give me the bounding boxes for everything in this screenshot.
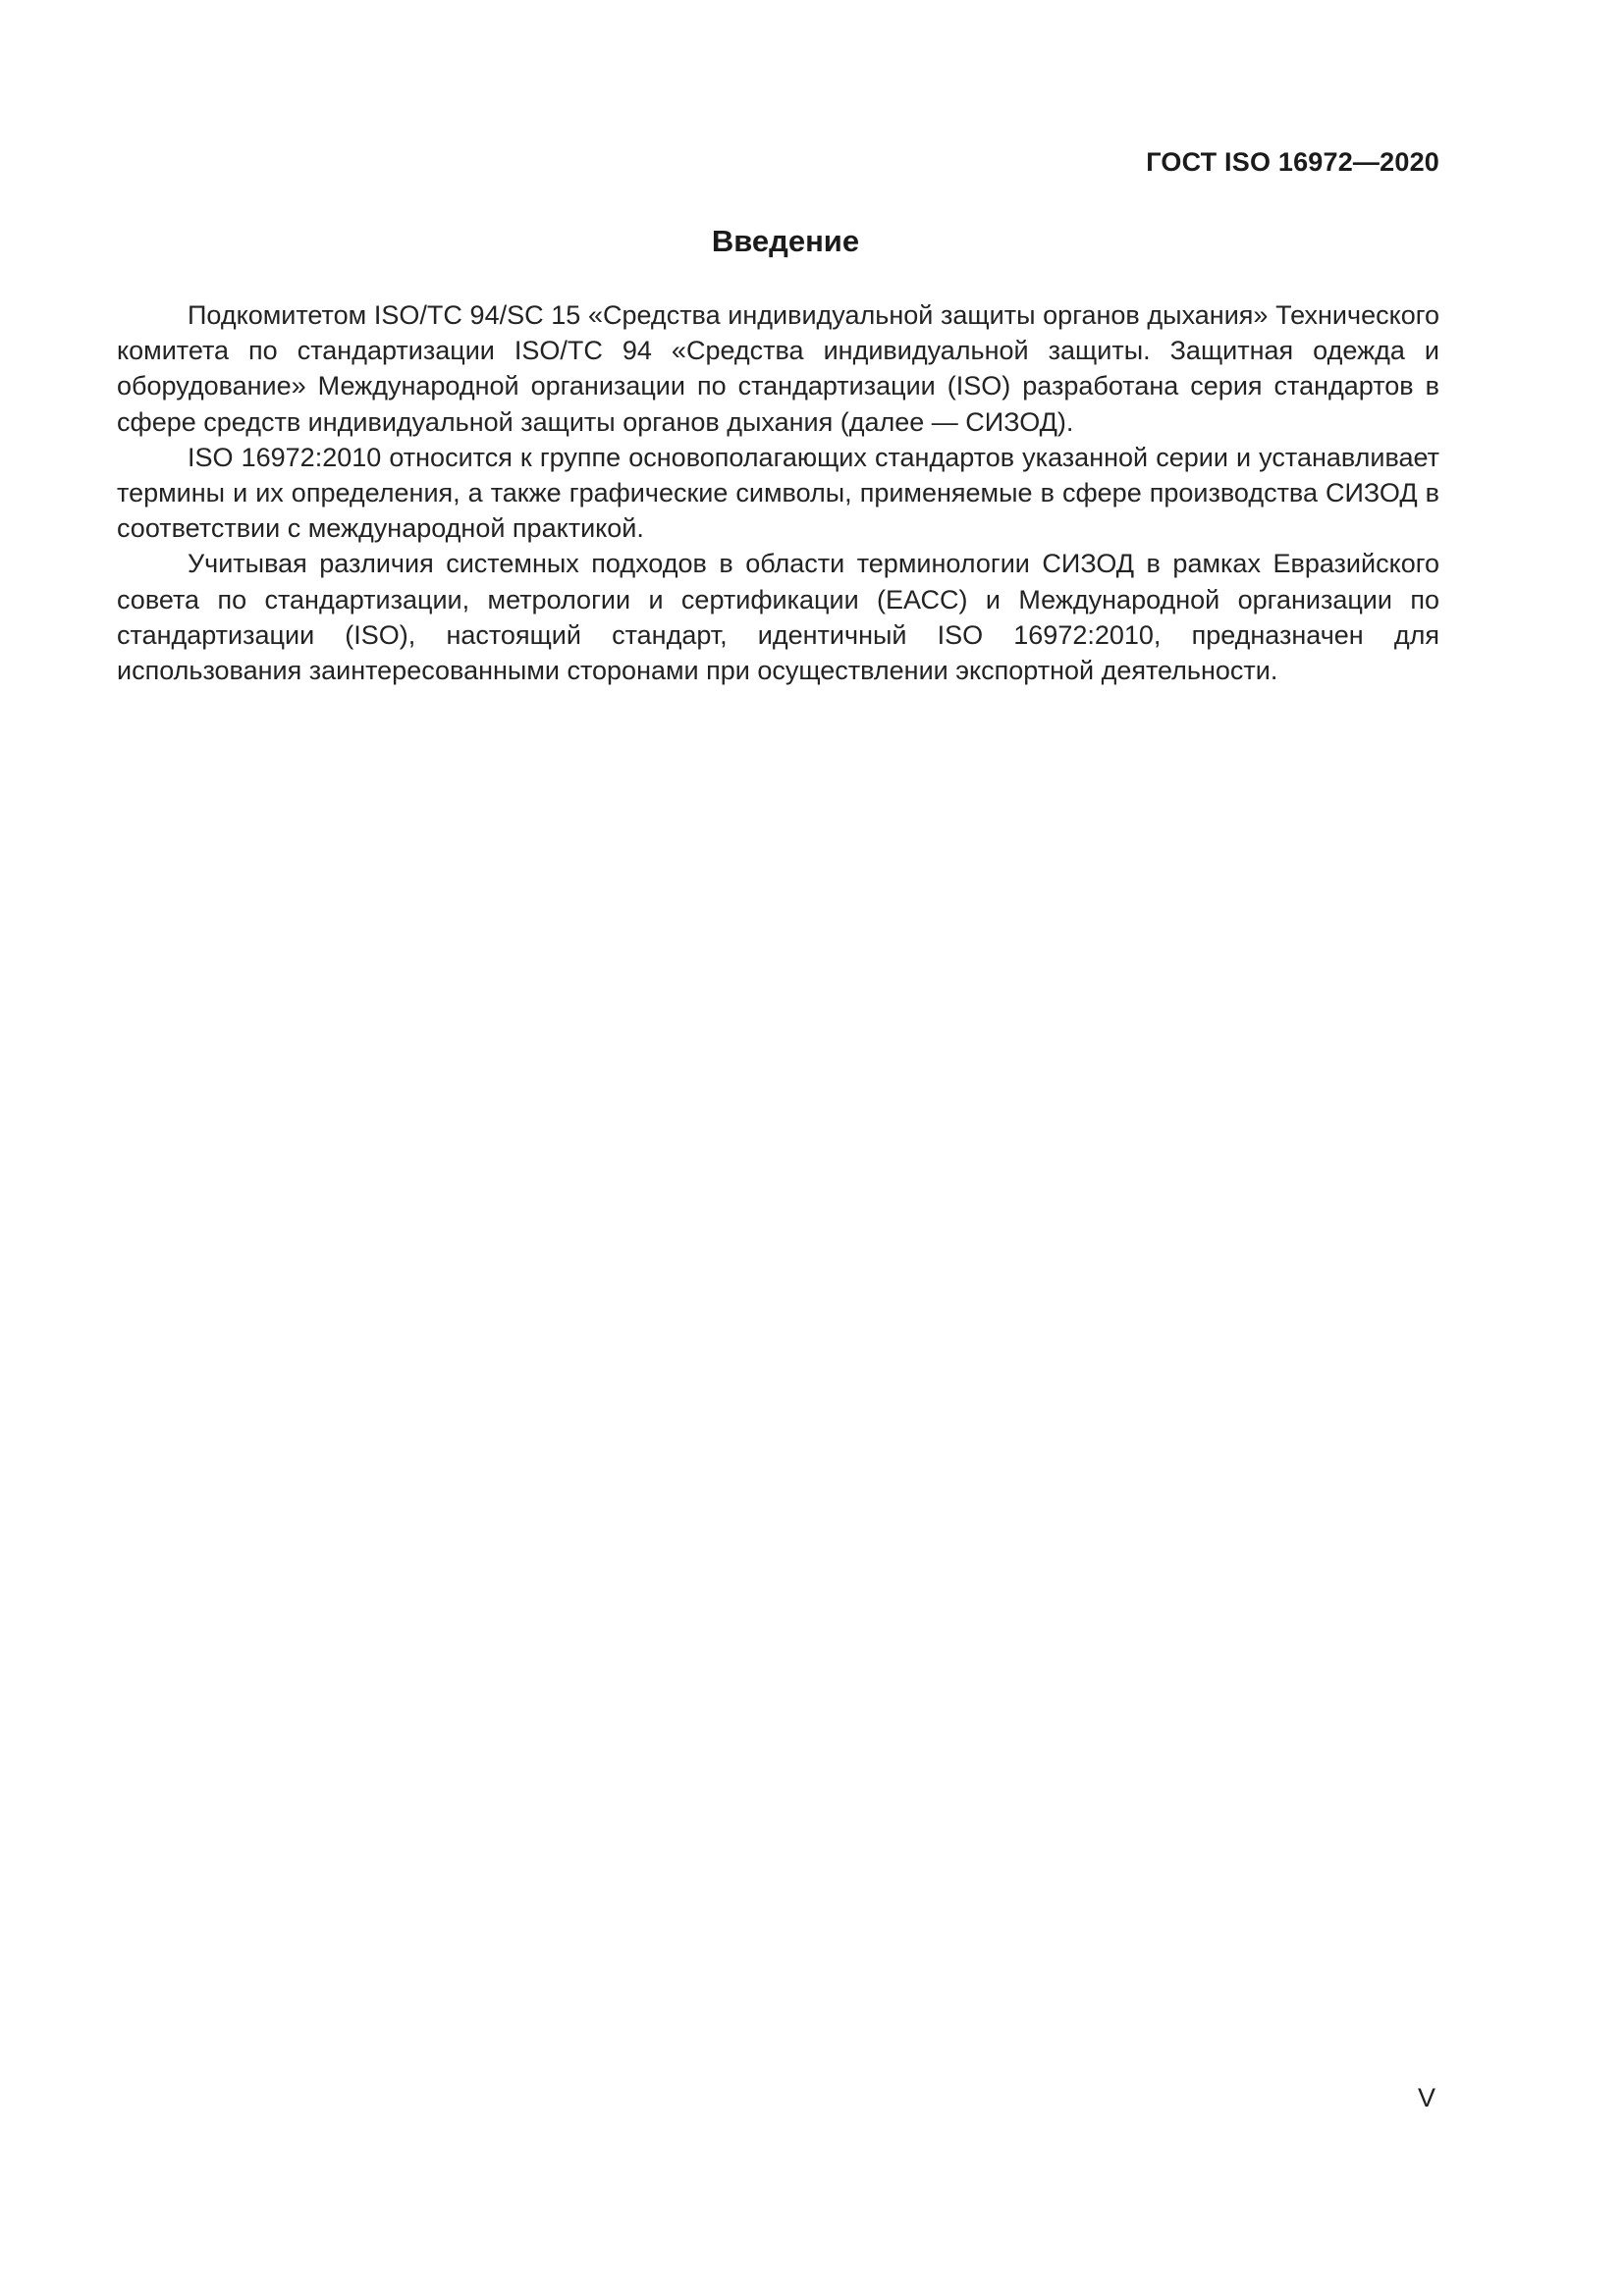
section-body [117,297,1439,688]
paragraph-2: ISO 16972:2010 относится к группе основополагающих стандартов указанной серии и устанавливает термины и их определения, а также графические символы, применяемые в сфере производства СИЗОД в соответствии с международной практикой. [117,442,1439,544]
section-title: Введение [711,224,860,258]
document-code: ГОСТ ISO 16972—2020 [1146,147,1439,177]
paragraph-3: Учитывая различия системных подходов в области терминологии СИЗОД в рамках Евразийского совета по стандартизации, метрологии и сертификации (ЕАСС) и Международной организации по стандартизации (ISO), настоящий стандарт, идентичный ISO 16972:2010, предназначен для использования заинтересованными сторонами при осуществлении экспортной деятельности. [117,549,1439,686]
paragraph-1: Подкомитетом ISO/TC 94/SC 15 «Средства индивидуальной защиты органов дыхания» Технического комитета по стандартизации ISO/TC 94 «Средства индивидуальной защиты. Защитная одежда и оборудование» Международной организации по стандартизации (ISO) разработана серия стандартов в сфере средств индивидуальной защиты органов дыхания (далее — СИЗОД). [117,300,1439,437]
page-number: V [1417,2083,1435,2112]
